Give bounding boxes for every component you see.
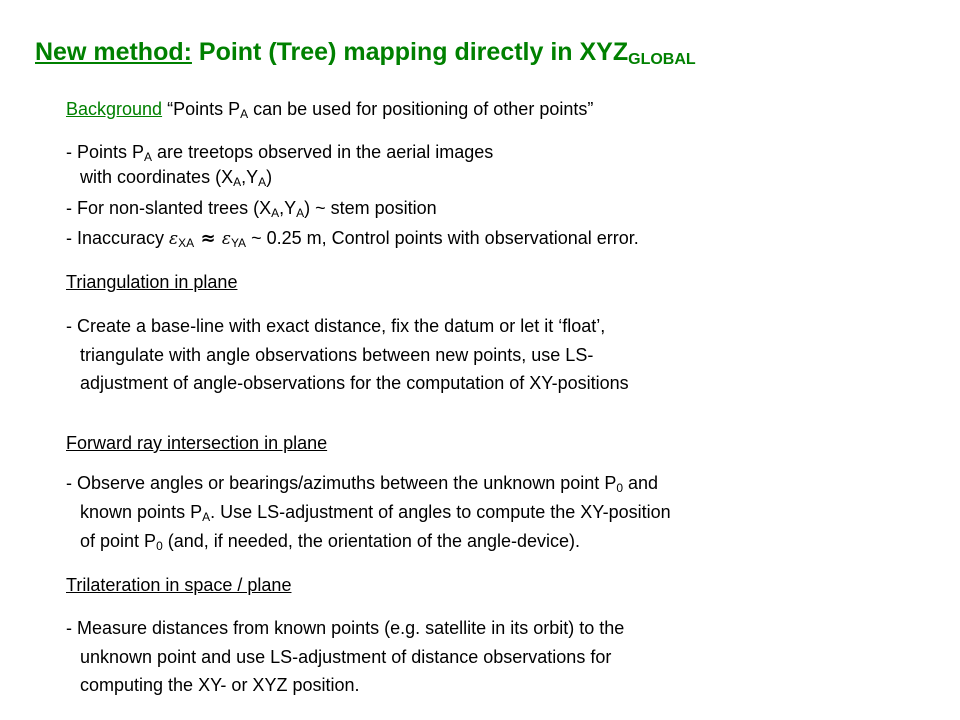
title-prefix: New method: — [35, 38, 192, 66]
triangulation-heading: Triangulation in plane — [66, 272, 238, 292]
forward-line-1: - Observe angles or bearings/azimuths between the unknown point $P_0$ and — [66, 473, 659, 495]
background-heading: Background — [66, 99, 163, 119]
bullet-inaccuracy: - Inaccuracy $\varepsilon_{XA} \approx \varepsilon_{YA}$ ~ 0.25 m, Control points with observational error. — [66, 228, 639, 250]
triangulation-line-1: - Create a base-line with exact distance, fix the datum or let it ‘float’, — [66, 316, 606, 336]
epsilon-symbol: ε — [169, 229, 179, 249]
slide-title — [35, 38, 696, 67]
triangulation-line-2: triangulate with angle observations between new points, use LS- — [80, 345, 594, 365]
trilateration-line-3: computing the XY- or XYZ position. — [80, 675, 360, 695]
bullet-treetops-cont: with coordinates $(X_A,Y_A)$ — [80, 167, 273, 189]
title-subscript: GLOBAL — [628, 51, 696, 68]
triangulation-line-3: adjustment of angle-observations for the computation of XY-positions — [80, 373, 629, 393]
epsilon-symbol: ε — [221, 229, 231, 249]
forward-heading: Forward ray intersection in plane — [66, 433, 328, 453]
background-line: Background “Points $P_A$ can be used for positioning of other points” — [66, 99, 594, 121]
title-main: Point (Tree) mapping directly in XYZ — [191, 38, 629, 66]
bullet-non-slanted: - For non-slanted trees $(X_A,Y_A)$ ~ stem position — [66, 198, 437, 220]
trilateration-line-1: - Measure distances from known points (e.g. satellite in its orbit) to the — [66, 618, 625, 638]
forward-line-3: of point $P_0$ (and, if needed, the orientation of the angle-device). — [80, 531, 581, 553]
trilateration-heading: Trilateration in space / plane — [66, 575, 292, 595]
bullet-treetops: - Points $P_A$ are treetops observed in the aerial images — [66, 142, 494, 164]
trilateration-line-2: unknown point and use LS-adjustment of distance observations for — [80, 647, 612, 667]
forward-line-2: known points $P_A$. Use LS-adjustment of angles to compute the XY-position — [80, 502, 671, 524]
approx-symbol: ≈ — [194, 228, 222, 249]
